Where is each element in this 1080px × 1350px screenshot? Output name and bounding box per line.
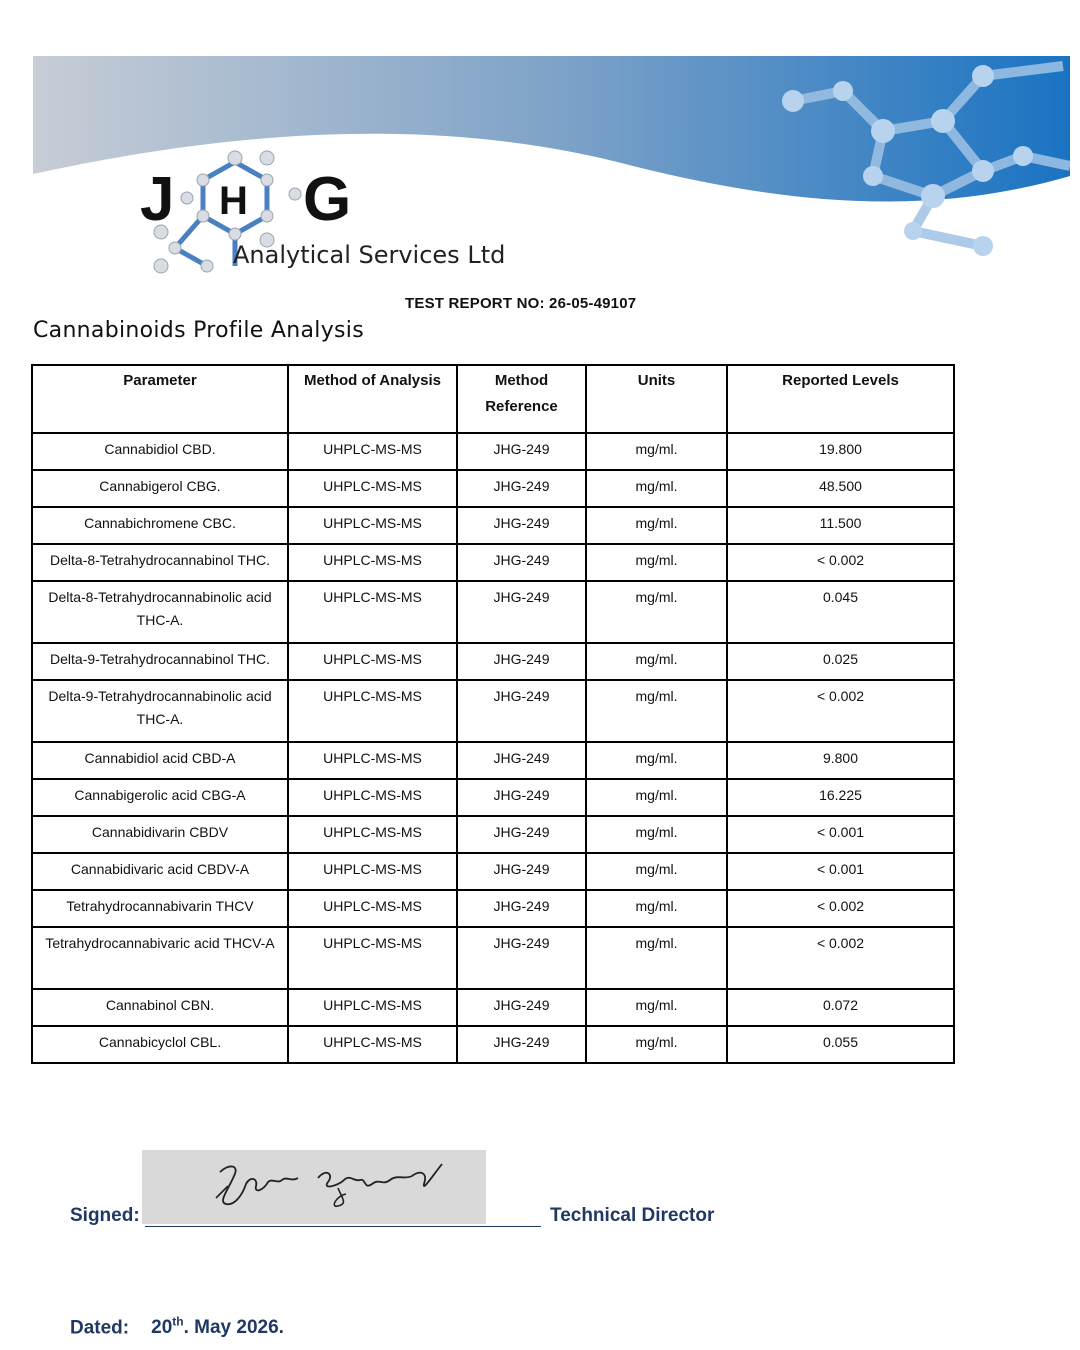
cell-parameter: Cannabichromene CBC. — [32, 507, 288, 544]
cell-level: < 0.001 — [727, 816, 954, 853]
header-units: Units — [586, 365, 727, 433]
cell-parameter: Cannabidiol CBD. — [32, 433, 288, 470]
cell-units: mg/ml. — [586, 853, 727, 890]
cell-level: 19.800 — [727, 433, 954, 470]
cell-reference: JHG-249 — [457, 507, 586, 544]
results-table — [31, 364, 955, 1064]
dated-value — [151, 1317, 284, 1338]
cell-units: mg/ml. — [586, 1026, 727, 1063]
header-levels: Reported Levels — [727, 365, 954, 433]
cell-level: < 0.002 — [727, 680, 954, 742]
cell-method: UHPLC-MS-MS — [288, 853, 457, 890]
signed-label: Signed: — [70, 1205, 140, 1226]
cell-units: mg/ml. — [586, 507, 727, 544]
cell-level: 0.055 — [727, 1026, 954, 1063]
cell-method: UHPLC-MS-MS — [288, 989, 457, 1026]
cell-method: UHPLC-MS-MS — [288, 680, 457, 742]
cell-level: < 0.001 — [727, 853, 954, 890]
table-row — [32, 680, 954, 742]
cell-parameter: Tetrahydrocannabivaric acid THCV-A — [32, 927, 288, 989]
dated-day: 20 — [151, 1317, 173, 1339]
dated-label: Dated: — [70, 1317, 130, 1339]
table-row — [32, 544, 954, 581]
cell-units: mg/ml. — [586, 680, 727, 742]
cell-units: mg/ml. — [586, 989, 727, 1026]
signature-line — [145, 1226, 541, 1227]
cell-reference: JHG-249 — [457, 470, 586, 507]
cell-reference: JHG-249 — [457, 1026, 586, 1063]
cell-units: mg/ml. — [586, 890, 727, 927]
cell-method: UHPLC-MS-MS — [288, 507, 457, 544]
cell-parameter: Cannabidiol acid CBD-A — [32, 742, 288, 779]
cell-level: 48.500 — [727, 470, 954, 507]
dated-line — [70, 1315, 284, 1339]
table-row — [32, 581, 954, 643]
cell-parameter: Tetrahydrocannabivarin THCV — [32, 890, 288, 927]
cell-parameter: Cannabigerolic acid CBG-A — [32, 779, 288, 816]
cell-level: 0.045 — [727, 581, 954, 643]
cell-units: mg/ml. — [586, 927, 727, 989]
signer-role: Technical Director — [550, 1205, 715, 1226]
cell-units: mg/ml. — [586, 544, 727, 581]
cell-method: UHPLC-MS-MS — [288, 433, 457, 470]
logo-h: H — [219, 179, 248, 223]
cell-reference: JHG-249 — [457, 779, 586, 816]
cell-units: mg/ml. — [586, 816, 727, 853]
header-parameter: Parameter — [32, 365, 288, 433]
cell-method: UHPLC-MS-MS — [288, 643, 457, 680]
cell-method: UHPLC-MS-MS — [288, 927, 457, 989]
cell-parameter: Delta-8-Tetrahydrocannabinolic acid THC-A. — [32, 581, 288, 643]
cell-parameter: Cannabigerol CBG. — [32, 470, 288, 507]
table-header-row — [32, 365, 954, 433]
cell-reference: JHG-249 — [457, 680, 586, 742]
table-row — [32, 643, 954, 680]
company-name: Analytical Services Ltd — [233, 241, 506, 269]
table-row — [32, 890, 954, 927]
cell-reference: JHG-249 — [457, 643, 586, 680]
cell-units: mg/ml. — [586, 433, 727, 470]
header-reference: Method Reference — [457, 365, 586, 433]
cell-method: UHPLC-MS-MS — [288, 544, 457, 581]
cell-level: 16.225 — [727, 779, 954, 816]
cell-parameter: Delta-8-Tetrahydrocannabinol THC. — [32, 544, 288, 581]
cell-level: 9.800 — [727, 742, 954, 779]
cell-reference: JHG-249 — [457, 742, 586, 779]
cell-method: UHPLC-MS-MS — [288, 742, 457, 779]
cell-parameter: Delta-9-Tetrahydrocannabinol THC. — [32, 643, 288, 680]
cell-method: UHPLC-MS-MS — [288, 816, 457, 853]
cell-reference: JHG-249 — [457, 581, 586, 643]
cell-method: UHPLC-MS-MS — [288, 890, 457, 927]
table-row — [32, 433, 954, 470]
cell-parameter: Cannabidivarin CBDV — [32, 816, 288, 853]
handwritten-signature — [142, 1150, 486, 1224]
cell-units: mg/ml. — [586, 742, 727, 779]
cell-reference: JHG-249 — [457, 989, 586, 1026]
cell-level: 11.500 — [727, 507, 954, 544]
table-row — [32, 989, 954, 1026]
table-row — [32, 470, 954, 507]
table-row — [32, 853, 954, 890]
cell-units: mg/ml. — [586, 643, 727, 680]
document-title: Cannabinoids Profile Analysis — [33, 318, 364, 343]
cell-reference: JHG-249 — [457, 544, 586, 581]
cell-parameter: Cannabinol CBN. — [32, 989, 288, 1026]
table-row — [32, 779, 954, 816]
cell-level: 0.072 — [727, 989, 954, 1026]
table-row — [32, 742, 954, 779]
table-row — [32, 927, 954, 989]
cell-reference: JHG-249 — [457, 816, 586, 853]
dated-rest: . May 2026. — [183, 1317, 284, 1339]
table-row — [32, 816, 954, 853]
cell-level: < 0.002 — [727, 927, 954, 989]
cell-level: < 0.002 — [727, 890, 954, 927]
cell-reference: JHG-249 — [457, 853, 586, 890]
logo-g: G — [303, 165, 352, 234]
cell-reference: JHG-249 — [457, 927, 586, 989]
table-row — [32, 1026, 954, 1063]
cell-parameter: Cannabidivaric acid CBDV-A — [32, 853, 288, 890]
cell-units: mg/ml. — [586, 470, 727, 507]
cell-parameter: Delta-9-Tetrahydrocannabinolic acid THC-A. — [32, 680, 288, 742]
cell-units: mg/ml. — [586, 581, 727, 643]
header-method: Method of Analysis — [288, 365, 457, 433]
cell-method: UHPLC-MS-MS — [288, 470, 457, 507]
cell-method: UHPLC-MS-MS — [288, 1026, 457, 1063]
table-row — [32, 507, 954, 544]
dated-day-suffix: th — [172, 1315, 184, 1329]
report-number: TEST REPORT NO: 26-05-49107 — [405, 295, 637, 312]
cell-reference: JHG-249 — [457, 890, 586, 927]
cell-method: UHPLC-MS-MS — [288, 779, 457, 816]
cell-units: mg/ml. — [586, 779, 727, 816]
cell-parameter: Cannabicyclol CBL. — [32, 1026, 288, 1063]
company-logo — [135, 150, 555, 275]
logo-j: J — [140, 165, 175, 234]
cell-method: UHPLC-MS-MS — [288, 581, 457, 643]
cell-reference: JHG-249 — [457, 433, 586, 470]
cell-level: 0.025 — [727, 643, 954, 680]
cell-level: < 0.002 — [727, 544, 954, 581]
signature-image — [142, 1150, 486, 1224]
